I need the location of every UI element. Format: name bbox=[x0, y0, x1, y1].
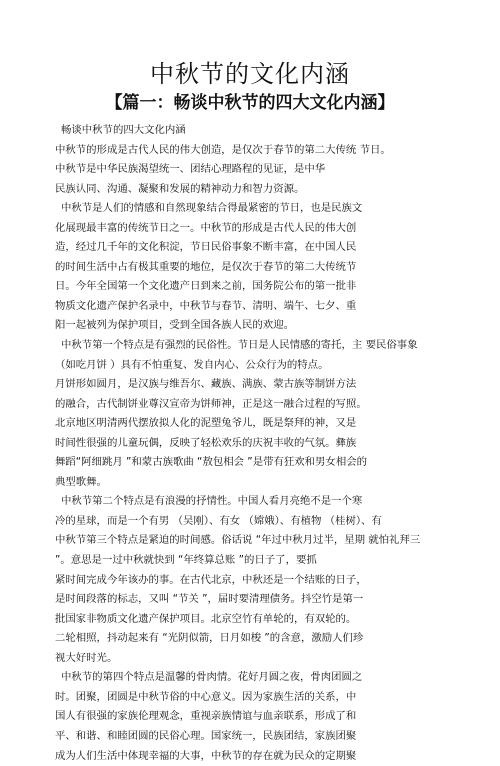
body-line: 成为人们生活中体现幸福的大事，中秋节的存在就为民众的定期聚 bbox=[55, 747, 495, 766]
body-line: 化展现最丰富的传统节日之一。中秋节的形成是古代人民的伟大创 bbox=[55, 219, 495, 239]
body-line: 时间性很强的儿童玩偶，反映了轻松欢乐的庆祝丰收的气氛。彝族 bbox=[55, 434, 495, 454]
body-line: 造，经过几千年的文化积淀，节日民俗事象不断丰富，在中国人民 bbox=[55, 238, 495, 258]
body-line: 中秋节的形成是古代人民的伟大创造，是仅次于春节的第二大传统 节日。 bbox=[55, 141, 495, 161]
body-line: 国人有很强的家族伦理观念，重视亲族情谊与血亲联系，形成了和 bbox=[55, 707, 495, 727]
body-line: 中秋节第二个特点是有浪漫的抒情性。中国人看月亮绝不是一个寒 bbox=[55, 492, 495, 512]
body-line: 典型歌舞。 bbox=[55, 473, 495, 493]
body-line: 视大好时光。 bbox=[55, 649, 495, 669]
body-line: 畅谈中秋节的四大文化内涵 bbox=[55, 121, 495, 141]
document-body bbox=[55, 121, 495, 766]
body-line: 是时间段落的标志，又叫 “节关 ”，届时要清理债务。抖空竹是第一 bbox=[55, 590, 495, 610]
body-line: 批国家非物质文化遗产保护项目。北京空竹有单轮的，有双轮的。 bbox=[55, 610, 495, 630]
body-line: 中秋节的第四个特点是温馨的骨肉情。花好月圆之夜，骨肉团圆之 bbox=[55, 668, 495, 688]
body-line: 紧时间完成今年该办的事。在古代北京，中秋还是一个结账的日子， bbox=[55, 571, 495, 591]
body-line: 月饼形如圆月，是汉族与维吾尔、藏族、满族、蒙古族等制饼方法 bbox=[55, 375, 495, 395]
body-line: ”。意思是一过中秋就快到 “年终算总账 ”的日子了，要抓 bbox=[55, 551, 495, 571]
document-subtitle: 【篇一：畅谈中秋节的四大文化内涵】 bbox=[0, 92, 500, 114]
document-title: 中秋节的文化内涵 bbox=[0, 60, 500, 88]
body-line: 冷的星球，而是一个有男 （吴刚）、有女 （嫦娥）、有植物 （桂树）、有 bbox=[55, 512, 495, 532]
body-line: 时。团聚，团圆是中秋节俗的中心意义。因为家族生活的关系，中 bbox=[55, 688, 495, 708]
body-line: 民族认同、沟通、凝聚和发展的精神动力和智力资源。 bbox=[55, 180, 495, 200]
body-line: 中秋节第一个特点是有强烈的民俗性。节日是人民情感的寄托，主 要民俗事象 bbox=[55, 336, 495, 356]
body-line: 中秋节第三个特点是紧迫的时间感。俗话说 “年过中秋月过半，星期 就怕礼拜三 bbox=[55, 531, 495, 551]
body-line: 阳一起被列为保护项目，受到全国各族人民的欢迎。 bbox=[55, 316, 495, 336]
body-line: 二轮相照，抖动起来有 “光阴似箭，日月如梭 ”的含意，激励人们珍 bbox=[55, 629, 495, 649]
body-line: 物质文化遗产保护名录中，中秋节与春节、清明、端午、七夕、重 bbox=[55, 297, 495, 317]
body-line: 平、和谐、和睦团圆的民俗心理。国家统一，民族团结，家族团聚 bbox=[55, 727, 495, 747]
body-line: 北京地区明清两代摆放拟人化的泥塑兔爷儿，既是祭拜的神，又是 bbox=[55, 414, 495, 434]
body-line: 舞蹈“阿细跳月 ”和蒙古族歌曲 “敖包相会 ”是带有狂欢和男女相会的 bbox=[55, 453, 495, 473]
body-line: （如吃月饼 ）具有不怕重复、发自内心、公众行为的特点。 bbox=[55, 356, 495, 376]
body-line: 日。今年全国第一个文化遗产日到来之前，国务院公布的第一批非 bbox=[55, 277, 495, 297]
body-line: 的融合，古代制饼业尊汉宣帝为饼师神，正是这一融合过程的写照。 bbox=[55, 395, 495, 415]
body-line: 中秋节是人们的情感和自然现象结合得最紧密的节日，也是民族文 bbox=[55, 199, 495, 219]
body-line: 中秋节是中华民族渴望统一、团结心理路程的见证，是中华 bbox=[55, 160, 495, 180]
body-line: 的时间生活中占有极其重要的地位，是仅次于春节的第二大传统节 bbox=[55, 258, 495, 278]
